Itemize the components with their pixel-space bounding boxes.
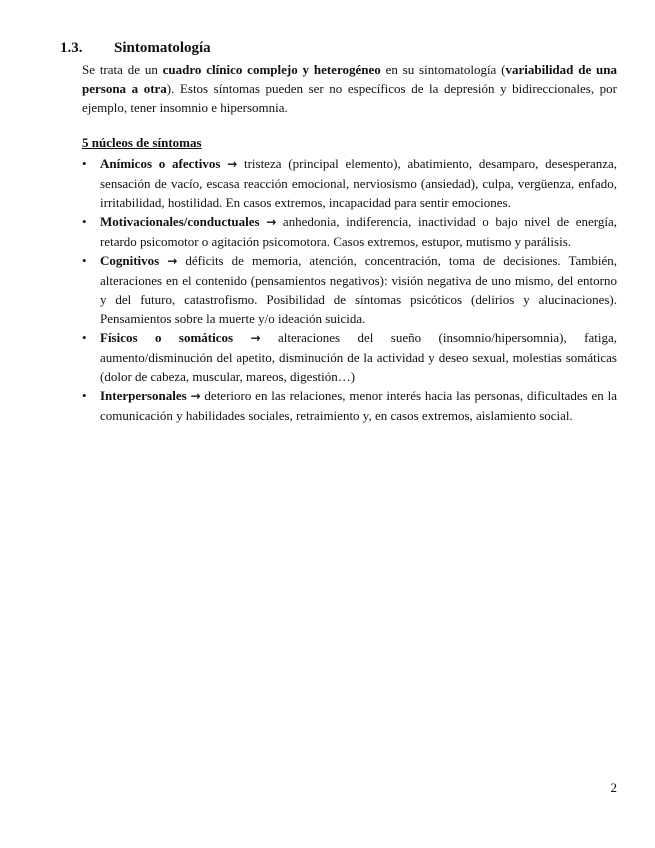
bullet-icon: • xyxy=(82,330,87,345)
item-term: Interpersonales xyxy=(100,388,187,403)
item-term: Anímicos o afectivos xyxy=(100,156,221,171)
list-item xyxy=(82,386,617,425)
item-text: tristeza (principal elemento), abatimiento, desamparo, desesperanza, sensación de vacío, escasa reacción emocional, nerviosismo (ansiedad), culpa, vergüenza, enfado, irritabilidad, hostilidad. En casos extremos, incapacidad para sentir emociones. xyxy=(100,156,618,210)
item-text: alteraciones del sueño (insomnio/hipersomnia), fatiga, aumento/disminución del apetito, disminución de la actividad y deseo sexual, molestias somáticas (dolor de cabeza, muscular, mareos, digestión…) xyxy=(100,330,617,384)
intro-paragraph xyxy=(82,60,617,117)
bullet-icon: • xyxy=(82,214,87,229)
item-text: déficits de memoria, atención, concentración, toma de decisiones. También, alteraciones en el contenido (pensamientos negativos): visión negativa de uno mismo, del entorno y del futuro, catastrofismo. Posibilidad de síntomas psicóticos (delirios y alucinaciones). Pensamientos sobre la muerte y/o ideación suicida. xyxy=(100,253,617,326)
arrow-right-icon: → xyxy=(227,157,238,171)
item-term: Físicos o somáticos xyxy=(100,330,234,345)
arrow-right-icon: → xyxy=(190,389,201,403)
section-number: 1.3. xyxy=(60,40,83,56)
bullet-icon: • xyxy=(82,156,87,171)
arrow-right-icon: → xyxy=(266,215,277,229)
intro-text-1: Se trata de un xyxy=(82,62,163,77)
intro-bold-2: variabilidad de una persona a otra xyxy=(82,62,617,96)
item-term: Motivacionales/conductuales xyxy=(100,214,260,229)
item-term: Cognitivos xyxy=(100,253,160,268)
arrow-right-icon: → xyxy=(167,254,178,268)
list-item xyxy=(82,328,617,386)
intro-text-2: en su sintomatología ( xyxy=(380,62,506,77)
item-text: anhedonia, indiferencia, inactividad o bajo nivel de energía, retardo psicomotor o agitación psicomotora. Casos extremos, estupor, mutismo y parálisis. xyxy=(100,214,617,249)
list-item xyxy=(82,251,617,328)
symptom-list xyxy=(82,154,617,425)
arrow-right-icon: → xyxy=(250,331,261,345)
section-title: Sintomatología xyxy=(114,40,211,56)
list-item xyxy=(82,154,617,212)
bullet-icon: • xyxy=(82,388,87,403)
item-text: deterioro en las relaciones, menor interés hacia las personas, dificultades en la comunicación y habilidades sociales, retraimiento y, en casos extremos, aislamiento social. xyxy=(100,388,617,423)
section-heading xyxy=(60,40,211,57)
list-title: 5 núcleos de síntomas xyxy=(82,135,202,150)
list-item xyxy=(82,212,617,251)
page-number: 2 xyxy=(610,780,617,795)
intro-text-3: ). Estos síntomas pueden ser no específicos de la depresión y bidireccionales, por ejemplo, tener insomnio e hipersomnia. xyxy=(82,81,617,115)
bullet-icon: • xyxy=(82,253,87,268)
intro-bold-1: cuadro clínico complejo y heterogéneo xyxy=(162,62,381,77)
